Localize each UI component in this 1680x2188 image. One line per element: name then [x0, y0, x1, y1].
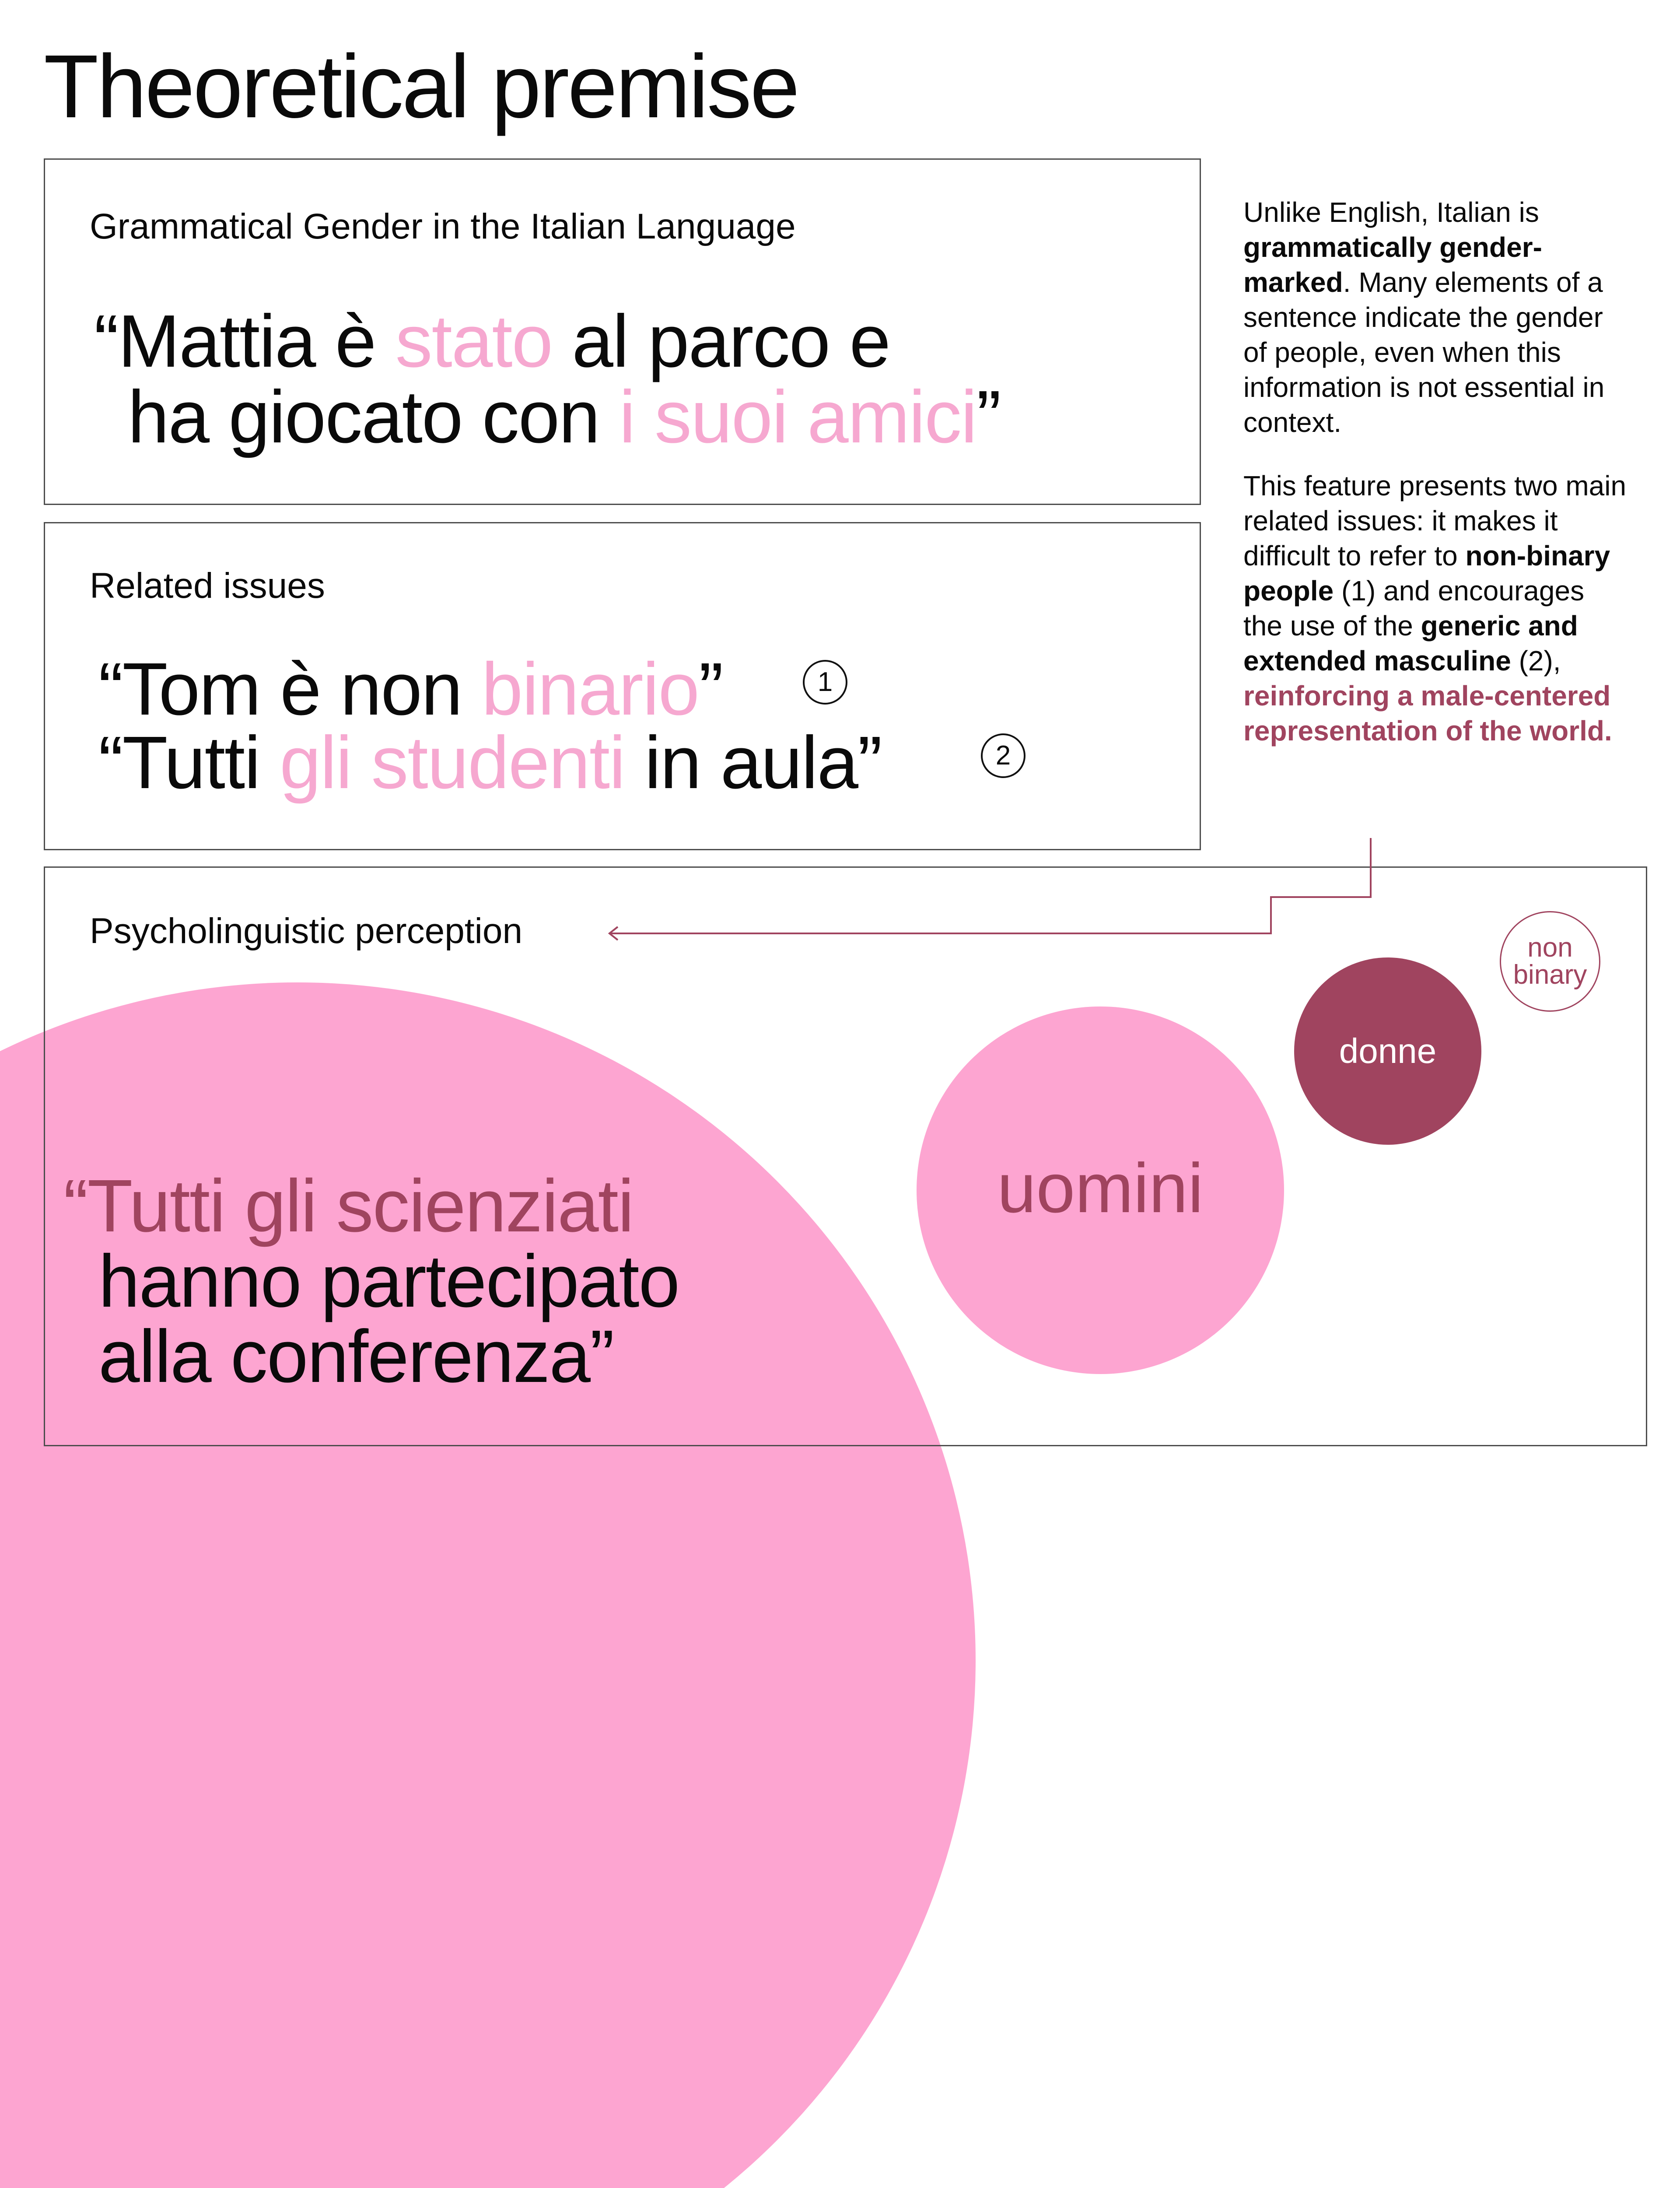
nonbinary-circle	[1500, 911, 1600, 1012]
quote-open: “	[63, 1164, 88, 1248]
scienziati-line1: Tutti gli scienziati	[87, 1164, 634, 1248]
donne-circle	[1294, 957, 1481, 1145]
psycholinguistic-label: Psycholinguistic perception	[90, 911, 523, 951]
grammatical-quote-line1: “Mattia è stato al parco e	[94, 300, 890, 383]
uomini-circle	[917, 1006, 1284, 1374]
emphasis-generic-masculine: generic and extended masculine	[1243, 610, 1578, 677]
highlight-gli-studenti: gli studenti	[280, 721, 625, 804]
accent-male-centered: reinforcing a male-centered representation of the world.	[1243, 680, 1612, 747]
uomini-label: uomini	[997, 1149, 1204, 1227]
quote-open: “	[94, 300, 118, 383]
related-quote-line2: “Tutti gli studenti in aula”	[98, 721, 882, 804]
quote-close: ”	[976, 375, 1001, 459]
grammatical-quote-line2: ha giocato con i suoi amici”	[128, 375, 1001, 459]
scienziati-line3: alla conferenza	[98, 1315, 590, 1398]
scienziati-quote	[63, 1164, 679, 1398]
grammatical-gender-label: Grammatical Gender in the Italian Language	[90, 207, 796, 246]
highlight-stato: stato	[395, 300, 553, 383]
issue-number-1: 1	[803, 660, 847, 705]
highlight-suoi-amici: i suoi amici	[619, 375, 976, 459]
quote-close: ”	[589, 1315, 614, 1398]
explanation-paragraph-1: Unlike English, Italian is grammatically gender-marked. Many elements of a sentence indicate the gender of people, even when this information is not essential in context.	[1243, 196, 1605, 438]
page-title: Theoretical premise	[44, 36, 798, 137]
related-issues-label: Related issues	[90, 566, 325, 606]
highlight-binario: binario	[481, 648, 699, 731]
related-quote-line1: “Tom è non binario”	[98, 648, 723, 731]
issue-number-2: 2	[981, 733, 1026, 778]
nonbinary-label-2: binary	[1513, 960, 1587, 990]
nonbinary-label-1: non	[1527, 933, 1573, 963]
donne-label: donne	[1339, 1031, 1437, 1070]
scienziati-line2: hanno partecipato	[98, 1240, 679, 1323]
emphasis-gender-marked: grammatically gender-marked	[1243, 231, 1542, 298]
explanation-paragraph-2: This feature presents two main related issues: it makes it difficult to refer to non-binary people (1) and encourages the use of the generic and extended masculine (2), reinforcing a male-centered representation of the world.	[1243, 470, 1627, 747]
emphasis-non-binary-people: non-binary people	[1243, 540, 1610, 607]
